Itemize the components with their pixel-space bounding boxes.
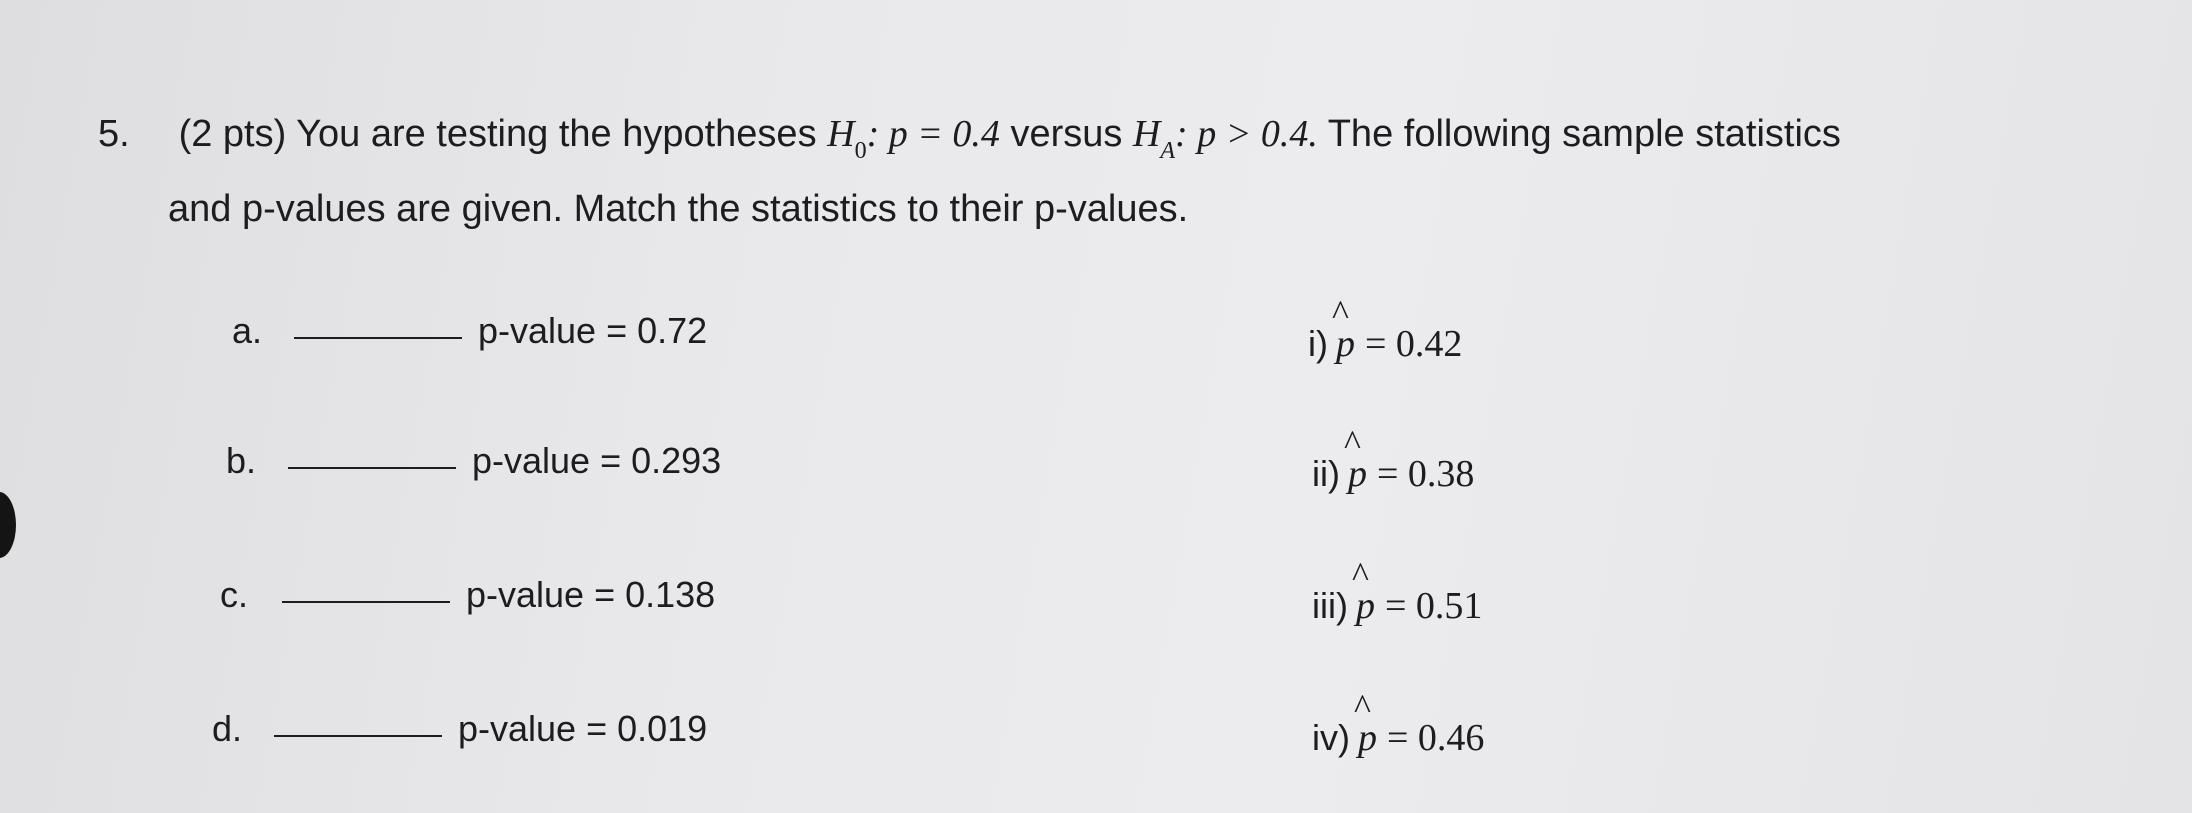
- p-hat-symbol: [1351, 555, 1375, 628]
- hat-accent: ^: [1332, 293, 1349, 333]
- ha-subscript: A: [1160, 138, 1176, 164]
- p-letter: p: [1336, 323, 1355, 365]
- item-letter: d.: [212, 708, 243, 749]
- item-letter: c.: [220, 574, 249, 615]
- pvalue-label: p-value = 0.138: [466, 574, 716, 615]
- statistic-value: = 0.42: [1365, 323, 1463, 365]
- hat-accent: ^: [1343, 423, 1361, 463]
- pvalue-label: p-value = 0.019: [458, 708, 708, 749]
- answer-blank-d[interactable]: [274, 735, 442, 737]
- p-hat-symbol: [1354, 687, 1377, 760]
- pvalue-label: p-value = 0.293: [472, 440, 722, 481]
- statistic-iv: [1312, 687, 1485, 760]
- statistic-numeral: i): [1308, 323, 1328, 364]
- pvalue-label: p-value = 0.72: [478, 310, 708, 351]
- p-letter: p: [1355, 585, 1375, 627]
- question-points: (2 pts): [178, 113, 287, 155]
- versus-word: versus: [1010, 113, 1123, 155]
- binder-hole: [0, 492, 16, 558]
- question-line-2: and p-values are given. Match the statistics to their p-values.: [168, 188, 1189, 230]
- statistic-value: = 0.51: [1384, 585, 1483, 627]
- match-item-d: [212, 708, 707, 750]
- answer-blank-c[interactable]: [282, 601, 450, 603]
- p-hat-symbol: [1343, 423, 1367, 496]
- h0-symbol: H: [827, 113, 855, 155]
- match-item-b: [226, 440, 721, 482]
- answer-blank-b[interactable]: [288, 467, 456, 469]
- statistic-numeral: iv): [1312, 717, 1350, 758]
- match-item-c: [220, 574, 715, 616]
- item-letter: a.: [232, 310, 263, 351]
- h0-statement: : p = 0.4: [866, 113, 1000, 155]
- p-letter: p: [1347, 453, 1367, 495]
- statistic-iii: [1312, 555, 1483, 628]
- ha-symbol: H: [1132, 113, 1161, 155]
- statistic-numeral: ii): [1312, 453, 1340, 494]
- answer-blank-a[interactable]: [294, 337, 462, 339]
- ha-statement: : p > 0.4.: [1175, 113, 1318, 155]
- question-intro-continued: The following sample statistics: [1327, 113, 1841, 155]
- statistic-numeral: iii): [1312, 585, 1348, 626]
- h0-subscript: 0: [854, 138, 867, 164]
- p-hat-symbol: [1332, 293, 1355, 366]
- statistic-i: [1308, 293, 1463, 366]
- statistic-ii: [1312, 423, 1475, 496]
- question-line-1: [98, 112, 1841, 164]
- question-intro: You are testing the hypotheses: [296, 113, 817, 155]
- p-letter: p: [1358, 717, 1377, 759]
- question-number: 5.: [98, 113, 130, 155]
- statistic-value: = 0.46: [1387, 717, 1485, 759]
- match-item-a: [232, 310, 707, 352]
- statistic-value: = 0.38: [1376, 453, 1475, 495]
- hat-accent: ^: [1351, 555, 1369, 595]
- item-letter: b.: [226, 440, 257, 481]
- hat-accent: ^: [1354, 687, 1371, 727]
